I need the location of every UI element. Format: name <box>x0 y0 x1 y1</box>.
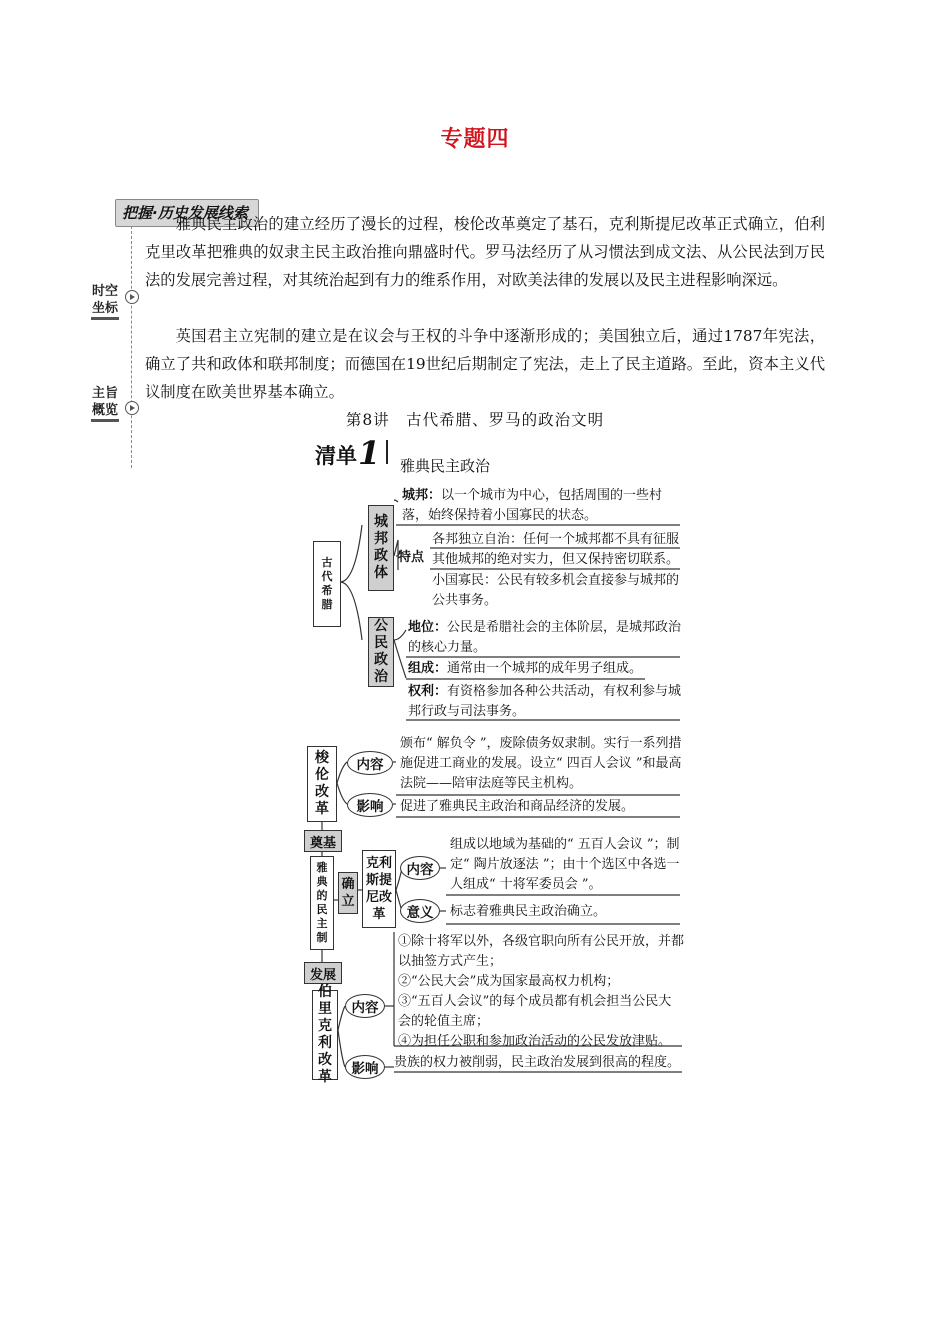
play-icon[interactable] <box>125 290 139 304</box>
node-cleisthenes-text: 克利斯提尼改革 <box>366 856 393 922</box>
leaf-peric-content <box>398 932 684 1052</box>
leaf-cleis-meaning: 标志着雅典民主政治确立。 <box>450 904 607 919</box>
side-divider <box>131 226 132 468</box>
qingdan-divider <box>386 440 388 464</box>
node-fazhan <box>304 962 342 984</box>
node-fazhan-text: 发展 <box>309 967 336 983</box>
node-pericles <box>312 984 338 1085</box>
qingdan-number: 1 <box>358 434 381 472</box>
leaf-diwei <box>408 618 684 658</box>
intro-paragraph-1: 雅典民主政治的建立经历了漫长的过程，梭伦改革奠定了基石，克利斯提尼改革正式确立，伯利克里改革把雅典的奴隶主民主政治推向鼎盛时代。罗马法经历了从习惯法到成文法、从公民法到万民法的发展完善过程，对其统治起到有力的维系作用，对欧美法律的发展以及民主进程影响深远。 <box>145 215 825 289</box>
leaf-tedian-label: 特点 <box>398 550 425 565</box>
node-dianji <box>304 830 342 852</box>
node-citizen-politics <box>368 617 394 687</box>
node-city-state-text: 城邦政体 <box>374 514 388 581</box>
leaf-chengbang-text: 以一个城市为中心，包括周围的一些村落，始终保持着小国寡民的状态。 <box>402 488 663 523</box>
node-solon-reform-text: 梭伦改革 <box>315 750 329 817</box>
leaf-diwei-label: 地位： <box>408 620 448 635</box>
node-ancient-greece <box>313 541 341 627</box>
leaf-quanli <box>408 682 684 722</box>
leaf-solon-effect: 促进了雅典民主政治和商品经济的发展。 <box>400 799 635 814</box>
side-label-timespace-text: 时空坐标 <box>91 283 119 320</box>
leaf-tedian-1: 各邦独立自治：任何一个城邦都不具有征服其他城邦的绝对实力，但又保持密切联系。 <box>432 532 680 567</box>
node-athens-democracy <box>310 856 334 950</box>
node-dianji-text: 奠基 <box>309 835 336 851</box>
node-ancient-greece-text: 古代希腊 <box>321 556 333 611</box>
leaf-diwei-text: 公民是希腊社会的主体阶层，是城邦政治的核心力量。 <box>408 620 682 655</box>
node-queli <box>338 872 358 914</box>
node-solon-reform <box>307 746 337 822</box>
leaf-solon-content: 颁布“ 解负令 ”，废除债务奴隶制。实行一系列措施促进工商业的发展。设立“ 四百人会议 ”和最高法院——陪审法庭等民主机构。 <box>400 736 682 791</box>
oval-solon-effect: 影响 <box>347 793 393 817</box>
lecture-heading: 第8讲 古代希腊、罗马的政治文明 <box>345 411 605 429</box>
oval-peric-effect: 影响 <box>345 1055 385 1079</box>
side-label-timespace <box>91 283 121 320</box>
leaf-chengbang <box>402 486 684 526</box>
leaf-tedian-2: 小国寡民：公民有较多机会直接参与城邦的公共事务。 <box>432 573 680 608</box>
side-label-overview-text: 主旨概览 <box>91 385 119 422</box>
node-queli-text: 确立 <box>341 877 355 909</box>
node-pericles-text: 伯里克利改革 <box>318 984 332 1085</box>
leaf-peric-item-3: ③“五百人会议”的每个成员都有机会担当公民大会的轮值主席； <box>398 994 672 1029</box>
leaf-chengbang-label: 城邦： <box>402 488 442 503</box>
leaf-peric-item-4: ④为担任公职和参加政治活动的公民发放津贴。 <box>398 1034 672 1049</box>
intro-paragraph-2: 英国君主立宪制的建立是在议会与王权的斗争中逐渐形成的；美国独立后，通过1787年宪法，确立了共和政体和联邦制度；而德国在19世纪后期制定了宪法，走上了民主道路。至此，资本主义代议制度在欧美世界基本确立。 <box>145 327 825 401</box>
node-citizen-politics-text: 公民政治 <box>374 618 388 685</box>
leaf-peric-effect: 贵族的权力被削弱，民主政治发展到很高的程度。 <box>394 1055 681 1070</box>
leaf-cleis-content: 组成以地域为基础的“ 五百人会议 ”；制定“ 陶片放逐法 ”；由十个选区中各选一人组成“ 十将军委员会 ”。 <box>450 837 680 892</box>
banner-text: 把握·历史发展线索 <box>122 204 248 222</box>
qingdan-label: 清单 <box>315 444 357 468</box>
node-city-state <box>368 505 394 591</box>
leaf-zucheng-label: 组成： <box>408 661 448 676</box>
leaf-peric-item-1: ①除十将军以外，各级官职向所有公民开放，并都以抽签方式产生； <box>398 934 685 969</box>
leaf-zucheng-text: 通常由一个城邦的成年男子组成。 <box>447 661 643 676</box>
leaf-quanli-label: 权利： <box>408 684 448 699</box>
oval-cleis-content: 内容 <box>400 856 440 880</box>
leaf-quanli-text: 有资格参加各种公共活动，有权利参与城邦行政与司法事务。 <box>408 684 682 719</box>
leaf-peric-item-2: ②“公民大会”成为国家最高权力机构； <box>398 974 620 989</box>
page-title: 专题四 <box>440 126 510 152</box>
oval-solon-content: 内容 <box>347 751 393 775</box>
node-cleisthenes <box>362 850 396 928</box>
qingdan-subtitle: 雅典民主政治 <box>400 457 491 475</box>
node-athens-democracy-text: 雅典的民主制 <box>316 861 328 944</box>
leaf-zucheng <box>408 659 684 679</box>
oval-peric-content: 内容 <box>345 994 385 1018</box>
oval-cleis-meaning: 意义 <box>400 899 440 923</box>
